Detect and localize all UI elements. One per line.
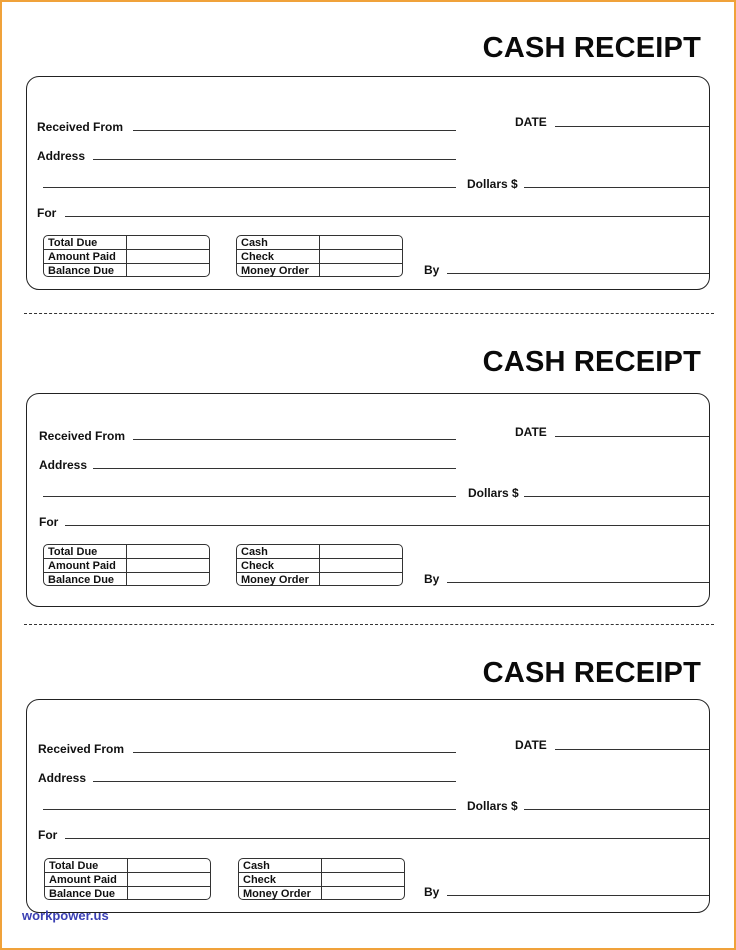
- received-from-label: Received From: [37, 120, 124, 134]
- address-label: Address: [39, 458, 88, 472]
- by-label: By: [424, 263, 440, 277]
- received-from-field[interactable]: [133, 752, 456, 753]
- by-field[interactable]: [447, 895, 710, 896]
- for-field[interactable]: [65, 525, 710, 526]
- money-order-label: Money Order: [243, 888, 311, 900]
- received-from-field[interactable]: [133, 130, 456, 131]
- by-label: By: [424, 885, 440, 899]
- money-order-label: Money Order: [241, 574, 309, 586]
- date-field[interactable]: [555, 749, 710, 750]
- receipt-title: CASH RECEIPT: [482, 657, 701, 689]
- dollars-field[interactable]: [524, 809, 710, 810]
- address-field[interactable]: [93, 159, 456, 160]
- table-row[interactable]: [44, 250, 209, 264]
- receipt-1: [0, 32, 736, 292]
- date-field[interactable]: [555, 436, 710, 437]
- date-label: DATE: [515, 115, 547, 129]
- receipt-3: [0, 657, 736, 917]
- table-row[interactable]: [45, 873, 210, 887]
- amount-paid-label: Amount Paid: [48, 251, 116, 263]
- received-from-label: Received From: [39, 429, 126, 443]
- by-field[interactable]: [447, 582, 710, 583]
- table-row[interactable]: [237, 250, 402, 264]
- balance-due-label: Balance Due: [49, 888, 116, 900]
- for-field[interactable]: [65, 216, 710, 217]
- address-field-2[interactable]: [43, 809, 456, 810]
- address-field[interactable]: [93, 468, 456, 469]
- check-label: Check: [241, 560, 275, 572]
- summary-table: [44, 858, 211, 900]
- check-label: Check: [243, 874, 277, 886]
- table-row[interactable]: [44, 573, 209, 587]
- balance-due-label: Balance Due: [48, 265, 115, 277]
- receipt-form: [26, 393, 710, 607]
- receipt-form: [26, 699, 710, 913]
- total-due-label: Total Due: [48, 237, 98, 249]
- table-row[interactable]: [239, 873, 404, 887]
- by-field[interactable]: [447, 273, 710, 274]
- address-label: Address: [37, 149, 86, 163]
- address-field[interactable]: [93, 781, 456, 782]
- table-row[interactable]: [44, 264, 209, 278]
- table-row[interactable]: [239, 859, 404, 873]
- receipt-title: CASH RECEIPT: [482, 32, 701, 64]
- amount-paid-label: Amount Paid: [49, 874, 117, 886]
- payment-method-table: [236, 544, 403, 586]
- address-field-2[interactable]: [43, 496, 456, 497]
- cut-line: [24, 624, 714, 625]
- for-label: For: [38, 828, 58, 842]
- table-row[interactable]: [237, 264, 402, 278]
- date-label: DATE: [515, 738, 547, 752]
- for-label: For: [37, 206, 57, 220]
- dollars-label: Dollars $: [468, 486, 519, 500]
- summary-table: [43, 235, 210, 277]
- table-row[interactable]: [239, 887, 404, 901]
- table-row[interactable]: [237, 545, 402, 559]
- for-field[interactable]: [65, 838, 710, 839]
- cash-label: Cash: [241, 546, 268, 558]
- table-row[interactable]: [45, 859, 210, 873]
- dollars-label: Dollars $: [467, 177, 518, 191]
- total-due-label: Total Due: [48, 546, 98, 558]
- for-label: For: [39, 515, 59, 529]
- table-row[interactable]: [237, 573, 402, 587]
- table-row[interactable]: [44, 236, 209, 250]
- payment-method-table: [238, 858, 405, 900]
- summary-table: [43, 544, 210, 586]
- table-row[interactable]: [45, 887, 210, 901]
- by-label: By: [424, 572, 440, 586]
- dollars-label: Dollars $: [467, 799, 518, 813]
- payment-method-table: [236, 235, 403, 277]
- site-watermark: workpower.us: [22, 908, 109, 923]
- check-label: Check: [241, 251, 275, 263]
- table-row[interactable]: [237, 559, 402, 573]
- receipt-2: [0, 346, 736, 606]
- address-field-2[interactable]: [43, 187, 456, 188]
- amount-paid-label: Amount Paid: [48, 560, 116, 572]
- dollars-field[interactable]: [524, 496, 710, 497]
- table-row[interactable]: [44, 559, 209, 573]
- dollars-field[interactable]: [524, 187, 710, 188]
- cut-line: [24, 313, 714, 314]
- address-label: Address: [38, 771, 87, 785]
- money-order-label: Money Order: [241, 265, 309, 277]
- cash-label: Cash: [241, 237, 268, 249]
- date-field[interactable]: [555, 126, 710, 127]
- table-row[interactable]: [44, 545, 209, 559]
- cash-label: Cash: [243, 860, 270, 872]
- total-due-label: Total Due: [49, 860, 99, 872]
- received-from-field[interactable]: [133, 439, 456, 440]
- receipt-form: [26, 76, 710, 290]
- balance-due-label: Balance Due: [48, 574, 115, 586]
- receipt-title: CASH RECEIPT: [482, 346, 701, 378]
- date-label: DATE: [515, 425, 547, 439]
- table-row[interactable]: [237, 236, 402, 250]
- received-from-label: Received From: [38, 742, 125, 756]
